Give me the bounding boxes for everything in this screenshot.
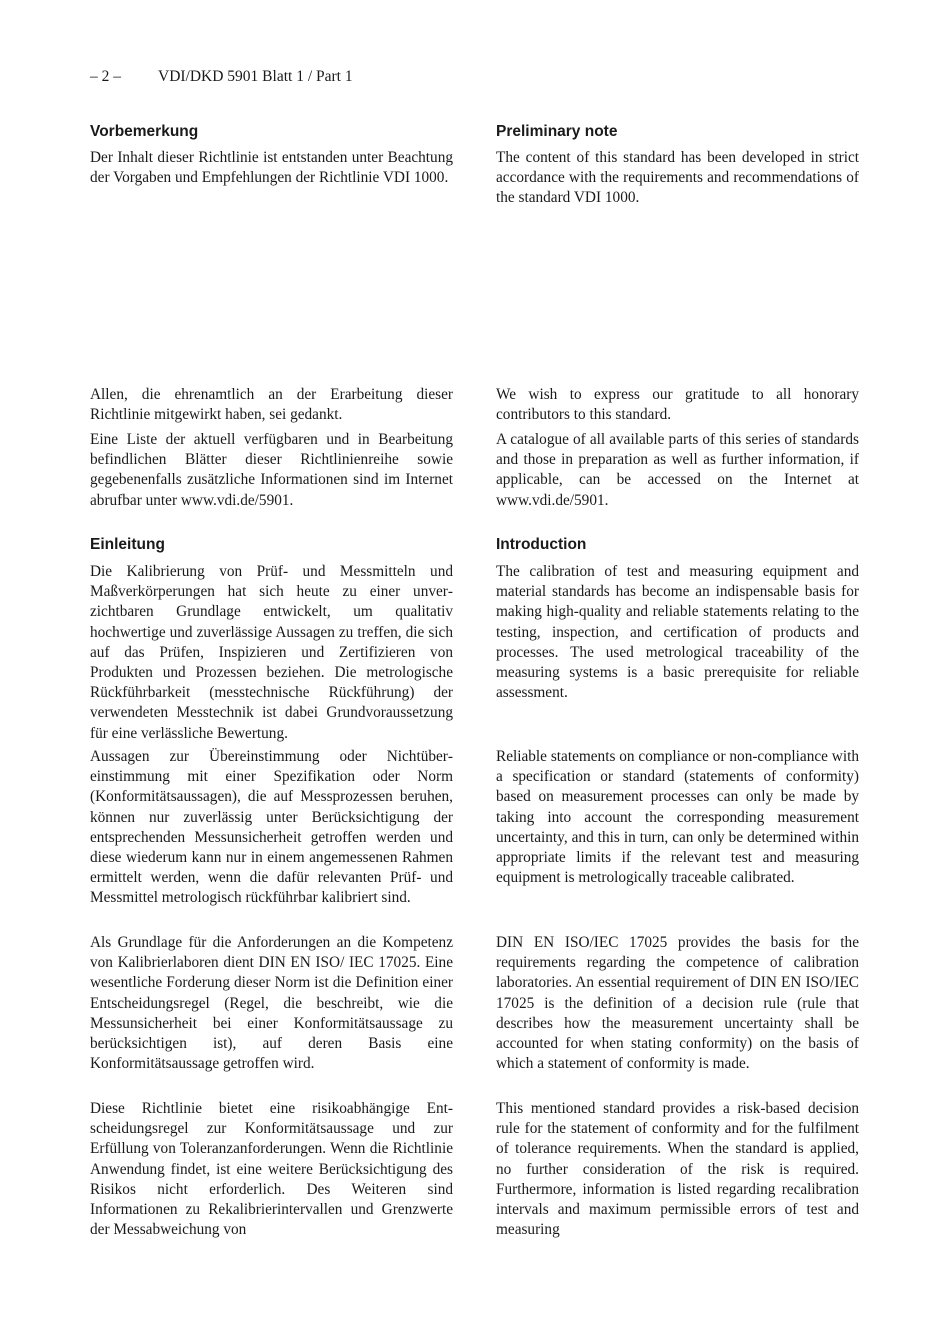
introduction-paragraph-1-en: The calibration of test and measuring equipment and material standards has become an indispensable basis for making high-quality and reliable statements relating to the testing, inspection, and certification of products and processes. The used metrological traceability of the measuring systems is a basic prerequisite for reliable assessment. <box>496 563 859 702</box>
document-title: VDI/DKD 5901 Blatt 1 / Part 1 <box>158 68 353 85</box>
introduction-paragraph-1-de: Die Kalibrierung von Prüf- und Messmitteln und Maßverkörperungen hat sich heute zu einer unverzichtbaren Grundlage entwickelt, um qualitativ hochwertige und zuverlässige Aussagen zu treffen, die sich auf das Prüfen, Inspizieren und Zertifizieren von Produkten und Prozessen beziehen. Die metrologische Rückführbarkeit (messtechnische Rückführung) der verwendeten Messtechnik ist dabei Grundvoraussetzung für eine verlässliche Bewertung. <box>90 563 453 742</box>
catalogue-paragraph-en: A catalogue of all available parts of this series of standards and those in preparation as well as further information, if applicable, can be accessed on the Internet at www.vdi.de/5901. <box>496 431 859 509</box>
introduction-paragraph-3-de: Als Grundlage für die Anforderungen an die Kompetenz von Kalibrierlaboren dient DIN EN ISO/ IEC 17025. Eine wesentliche Forderung dieser Norm ist die Definition einer Entscheidungsregel (Regel, die beschreibt, wie die Messunsicherheit bei einer Konformitätsaussage zu berücksichtigen ist), auf deren Basis eine Konformitätsaussage getroffen wird. <box>90 934 453 1073</box>
introduction-paragraph-4-en: This mentioned standard provides a risk-based decision rule for the statement of conformity and for the fulfilment of tolerance requirements. When the standard is applied, no further consideration of the risk is required. Furthermore, information is listed regarding recalibration intervals and maximum permissible errors of test and measuring <box>496 1100 859 1239</box>
introduction-paragraph-2-en: Reliable statements on compliance or non-compliance with a specification or standard (statements of conformity) based on measurement processes can only be made by taking into account the corresponding measurement uncertainty, and this in turn, can only be determined within appropriate limits if the relevant test and measuring equipment is metrologically traceable calibrated. <box>496 748 859 887</box>
thanks-paragraph-de: Allen, die ehrenamtlich an der Erarbeitung dieser Richtlinie mitgewirkt haben, sei gedankt. <box>90 386 453 424</box>
preliminary-heading-en: Preliminary note <box>496 123 618 140</box>
introduction-paragraph-4-de: Diese Richtlinie bietet eine risikoabhängige Entscheidungsregel zur Konformitätsaussage und zur Erfüllung von Toleranzanforderungen. Wenn die Richtlinie Anwendung findet, ist eine weitere Berücksichtigung des Risikos nicht erforderlich. Des Weiteren sind Informationen zu Rekalibrierintervallen und Grenzwerte der Messabweichung von <box>90 1100 453 1239</box>
preliminary-paragraph-en: The content of this standard has been developed in strict accordance with the requirements and recommendations of the standard VDI 1000. <box>496 149 859 207</box>
introduction-heading-en: Introduction <box>496 536 587 553</box>
page-number: – 2 – <box>90 68 121 85</box>
introduction-paragraph-3-en: DIN EN ISO/IEC 17025 provides the basis for the requirements regarding the competence of calibration laboratories. An essential requirement of DIN EN ISO/IEC 17025 is the definition of a decision rule (rule that describes how the measurement uncertainty shall be accounted for when stating conformity) on the basis of which a statement of conformity is made. <box>496 934 859 1073</box>
catalogue-paragraph-de: Eine Liste der aktuell verfügbaren und in Bearbeitung befindlichen Blätter dieser Richtlinienreihe sowie gegebenenfalls zusätzliche Informationen sind im Internet abrufbar unter www.vdi.de/5901. <box>90 431 453 509</box>
preliminary-heading-de: Vorbemerkung <box>90 123 199 140</box>
preliminary-paragraph-de: Der Inhalt dieser Richtlinie ist entstanden unter Beachtung der Vorgaben und Empfehlungen der Richtlinie VDI 1000. <box>90 149 453 187</box>
page-header <box>90 68 353 86</box>
introduction-paragraph-2-de: Aussagen zur Übereinstimmung oder Nichtübereinstimmung mit einer Spezifikation oder Norm (Konformitätsaussagen), die auf Messprozessen beruhen, können nur zuverlässig unter Berücksichtigung der entsprechenden Messunsicherheit getroffen werden und diese wiederum kann nur in einem angemessenen Rahmen ermittelt werden, wenn die dafür relevanten Prüf- und Messmittel metrologisch rückführbar kalibriert sind. <box>90 748 453 907</box>
thanks-paragraph-en: We wish to express our gratitude to all honorary contributors to this standard. <box>496 386 859 424</box>
introduction-heading-de: Einleitung <box>90 536 165 553</box>
